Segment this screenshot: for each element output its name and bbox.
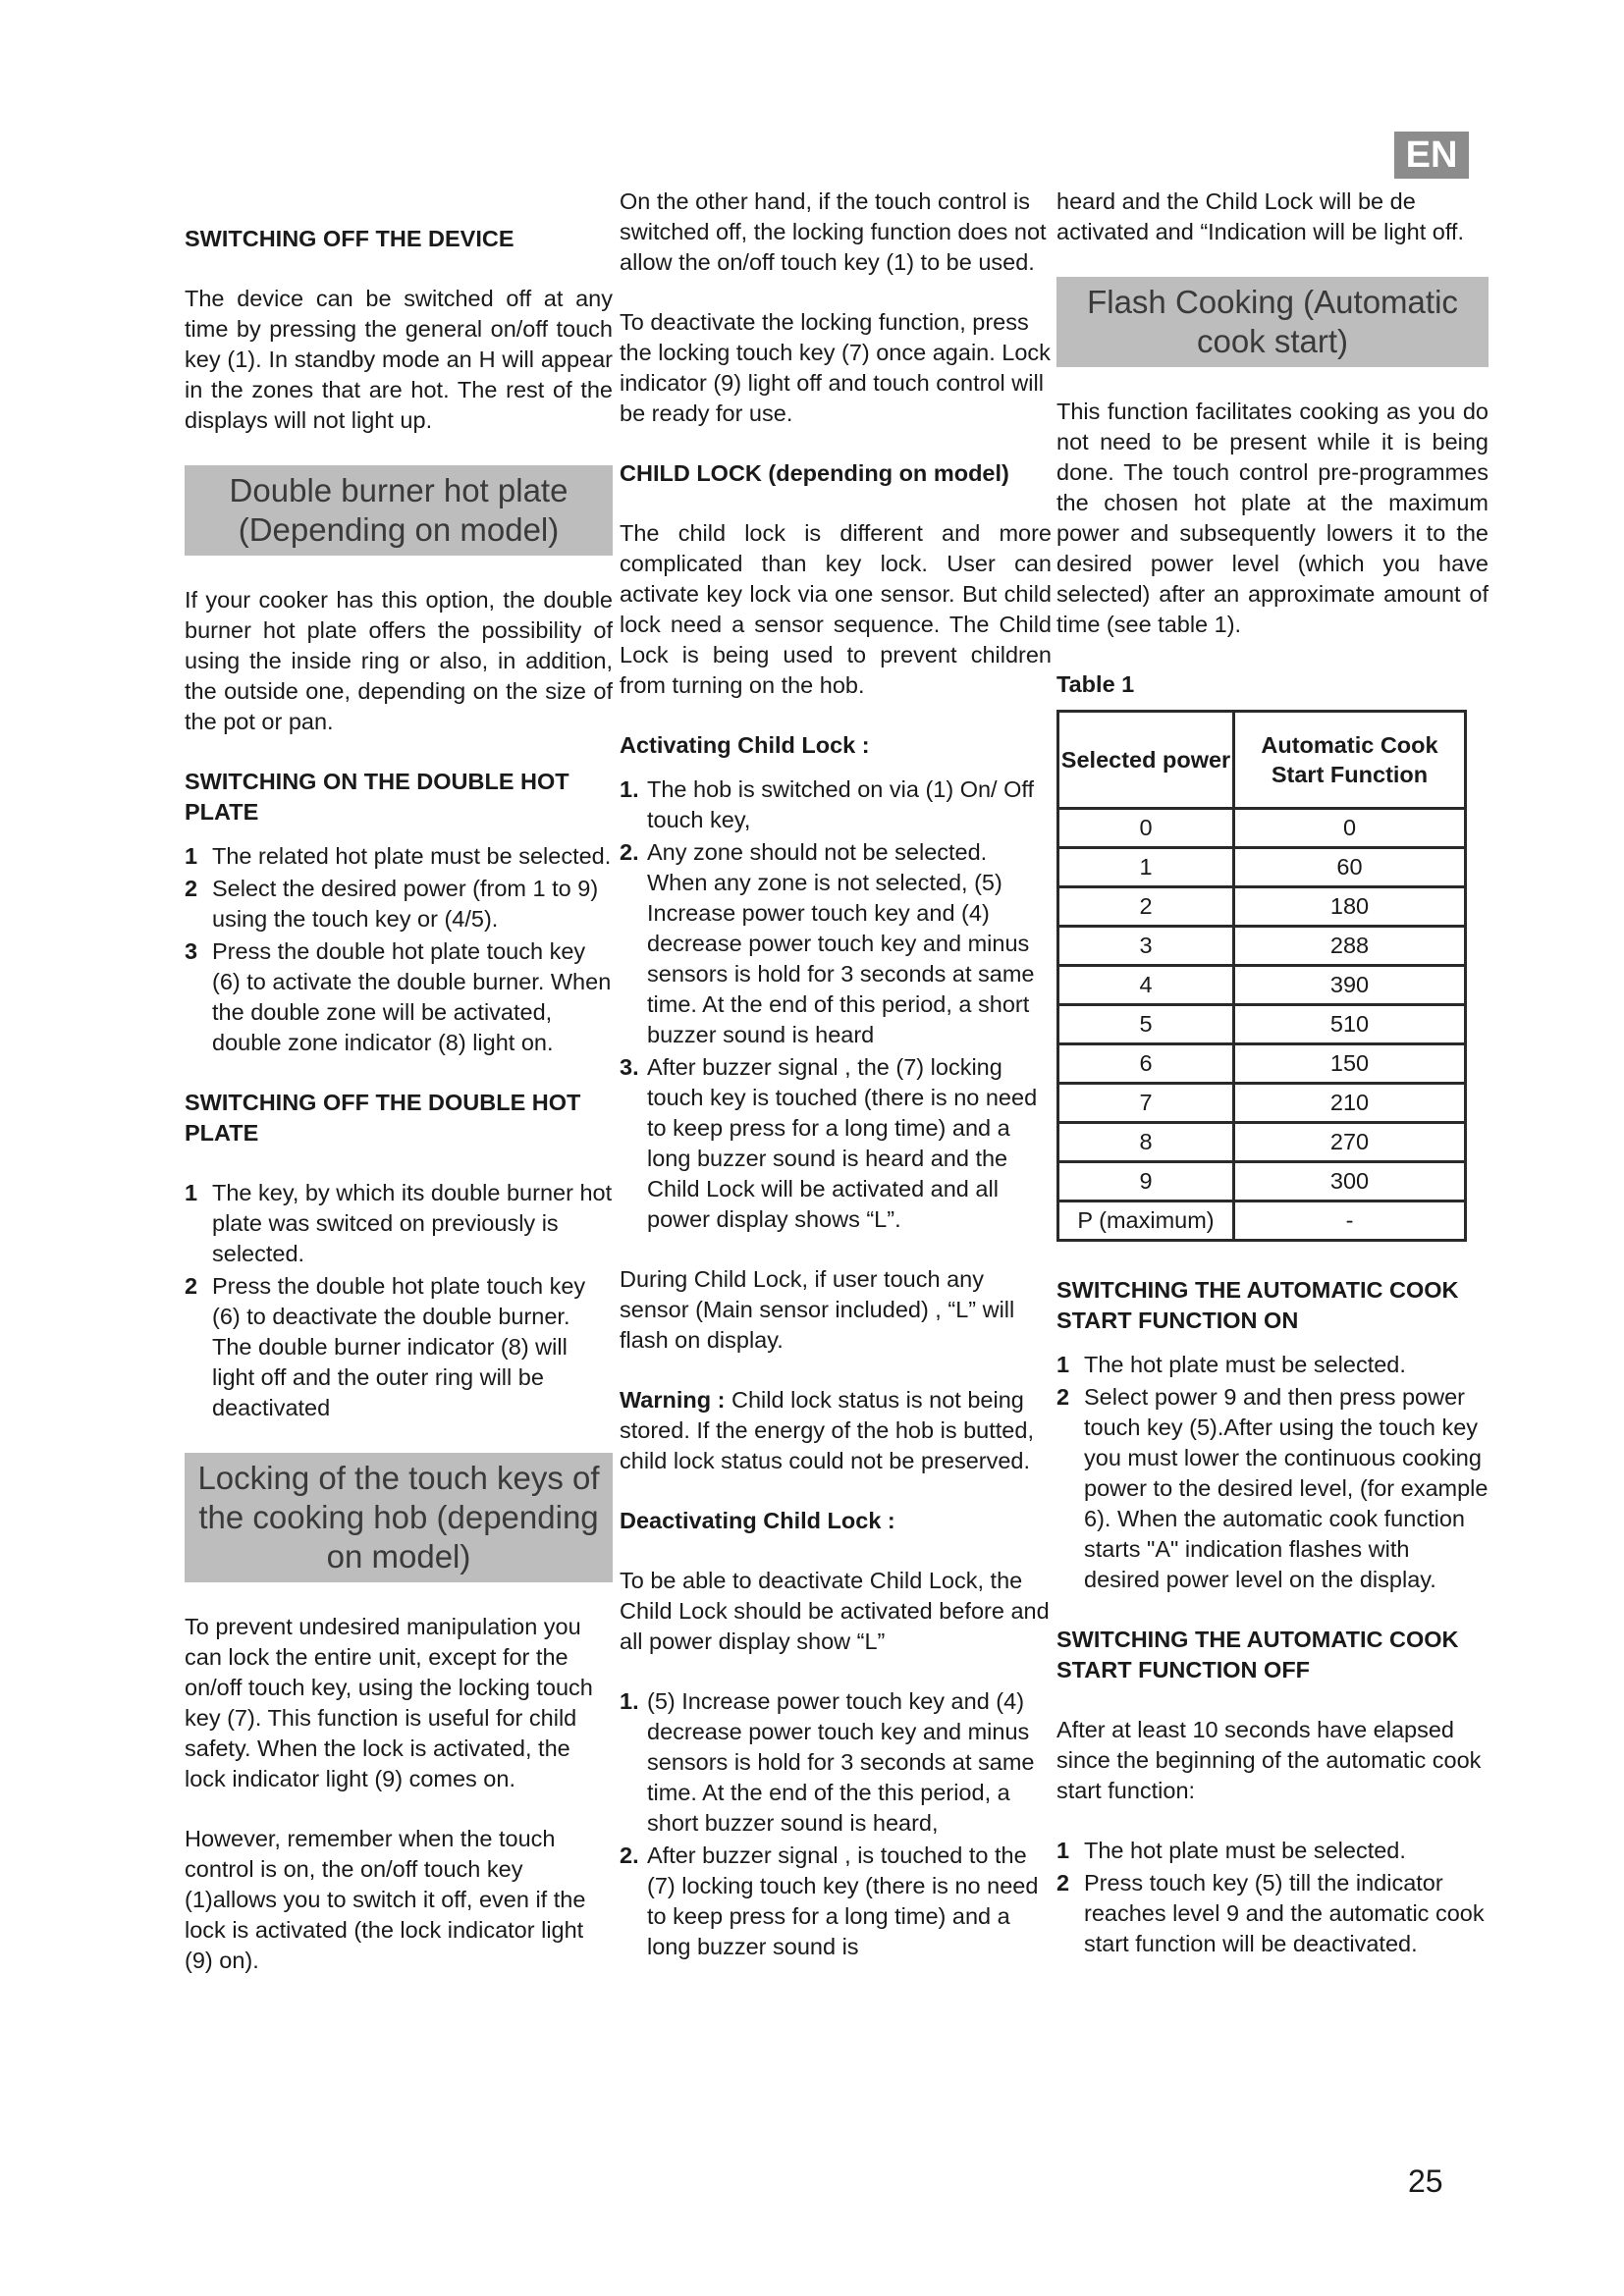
list-item: 2 Select power 9 and then press power touch key (5).After using the touch key you must lower the continuous cooking power to the desired level, (for example 6). When the automatic cook function starts "A" indication flashes with desired power level on the display. — [1056, 1384, 1489, 1592]
deactivating-steps — [620, 1686, 1052, 1962]
switch-on-double-heading: SWITCHING ON THE DOUBLE HOT PLATE — [185, 769, 569, 825]
list-item: 2 Press touch key (5) till the indicator reaches level 9 and the automatic cook start function will be deactivated. — [1056, 1870, 1485, 1956]
auto-cook-table — [1056, 710, 1467, 1242]
auto-cook-cell: - — [1234, 1201, 1466, 1241]
list-item: 1 The related hot plate must be selected. — [185, 843, 612, 869]
auto-off-text: After at least 10 seconds have elapsed since the beginning of the automatic cook start function: — [1056, 1717, 1482, 1803]
warning-text: Warning : Child lock status is not being stored. If the energy of the hob is butted, child lock status could not be preserved. — [620, 1387, 1034, 1473]
auto-off-heading: SWITCHING THE AUTOMATIC COOK START FUNCTION OFF — [1056, 1627, 1459, 1682]
deactivating-text: To be able to deactivate Child Lock, the Child Lock should be activated before and all power display show “L” — [620, 1568, 1050, 1654]
list-item: 2. Any zone should not be selected. When any zone is not selected, (5) Increase power touch key and (4) decrease power touch key and minus sensors is hold for 3 seconds at same time. At the end of this period, a short buzzer sound is heard — [620, 839, 1035, 1047]
column-right — [1056, 187, 1489, 1989]
switch-off-double-heading: SWITCHING OFF THE DOUBLE HOT PLATE — [185, 1090, 581, 1146]
auto-cook-cell: 270 — [1234, 1123, 1466, 1162]
table-row — [1058, 809, 1466, 848]
child-lock-text: The child lock is different and more complicated than key lock. User can activate key lock via one sensor. But child lock need a sensor sequence. The Child Lock is being used to prevent children from turning on the hob. — [620, 520, 1052, 698]
selected-power-cell: 8 — [1058, 1123, 1234, 1162]
auto-cook-cell: 60 — [1234, 848, 1466, 887]
list-item: 3. After buzzer signal , the (7) locking touch key is touched (there is no need to keep press for a long time) and a long buzzer sound is heard and the Child Lock will be activated and all power display shows “L”. — [620, 1054, 1038, 1232]
auto-cook-cell: 288 — [1234, 927, 1466, 966]
selected-power-cell: 7 — [1058, 1084, 1234, 1123]
selected-power-cell: 3 — [1058, 927, 1234, 966]
double-burner-heading: Double burner hot plate (Depending on model) — [185, 465, 613, 556]
table-row — [1058, 1044, 1466, 1084]
switch-on-double-steps — [185, 841, 613, 1058]
selected-power-cell: P (maximum) — [1058, 1201, 1234, 1241]
auto-cook-cell: 390 — [1234, 966, 1466, 1005]
auto-off-steps — [1056, 1836, 1489, 1959]
selected-power-cell: 4 — [1058, 966, 1234, 1005]
table-row — [1058, 1162, 1466, 1201]
flash-cooking-text: This function facilitates cooking as you do not need to be present while it is being done. The touch control pre-programmes the chosen hot plate at the maximum power and subsequently lowers it to the desired power level (which you have selected) after an approximate amount of time (see table 1). — [1056, 399, 1489, 637]
activating-heading: Activating Child Lock : — [620, 732, 870, 758]
list-item: 1 The hot plate must be selected. — [1056, 1352, 1406, 1377]
selected-power-cell: 2 — [1058, 887, 1234, 927]
table-row — [1058, 1084, 1466, 1123]
deactivating-heading: Deactivating Child Lock : — [620, 1508, 895, 1533]
child-lock-heading: CHILD LOCK (depending on model) — [620, 460, 1009, 486]
table-header: Automatic Cook Start Function — [1234, 712, 1466, 809]
selected-power-cell: 5 — [1058, 1005, 1234, 1044]
auto-cook-cell: 510 — [1234, 1005, 1466, 1044]
column-left — [185, 187, 613, 2005]
during-child-lock-text: During Child Lock, if user touch any sensor (Main sensor included) , “L” will flash on display. — [620, 1266, 1015, 1353]
table-header-row — [1058, 712, 1466, 809]
page-number: 25 — [1408, 2163, 1443, 2199]
other-hand-text: On the other hand, if the touch control is switched off, the locking function does not allow the on/off touch key (1) to be used. — [620, 188, 1047, 275]
table-row — [1058, 848, 1466, 887]
activating-steps — [620, 774, 1052, 1235]
auto-cook-cell: 180 — [1234, 887, 1466, 927]
deactivate-lock-text: To deactivate the locking function, press the locking touch key (7) once again. Lock indicator (9) light off and touch control will be ready for use. — [620, 309, 1051, 426]
selected-power-cell: 6 — [1058, 1044, 1234, 1084]
selected-power-cell: 9 — [1058, 1162, 1234, 1201]
auto-on-heading: SWITCHING THE AUTOMATIC COOK START FUNCTION ON — [1056, 1277, 1459, 1333]
list-item: 1. (5) Increase power touch key and (4) decrease power touch key and minus sensors is hold for 3 seconds at same time. At the end of the this period, a short buzzer sound is heard, — [620, 1688, 1035, 1836]
list-item: 1 The key, by which its double burner hot plate was switced on previously is selected. — [185, 1180, 613, 1266]
selected-power-cell: 0 — [1058, 809, 1234, 848]
table-row — [1058, 927, 1466, 966]
table-row — [1058, 1201, 1466, 1241]
locking-text: To prevent undesired manipulation you can lock the entire unit, except for the on/off touch key, using the locking touch key (7). This function is useful for child safety. When the lock is activated, the lock indicator light (9) comes on. — [185, 1614, 593, 1791]
flash-cooking-heading: Flash Cooking (Automatic cook start) — [1056, 277, 1489, 367]
table-row — [1058, 966, 1466, 1005]
table-title: Table 1 — [1056, 671, 1135, 697]
selected-power-cell: 1 — [1058, 848, 1234, 887]
table-row — [1058, 1123, 1466, 1162]
locking-text-2: However, remember when the touch control is on, the on/off touch key (1)allows you to switch it off, even if the lock is activated (the lock indicator light (9) on). — [185, 1826, 586, 1973]
column-middle — [620, 187, 1052, 1992]
list-item: 2 Select the desired power (from 1 to 9) using the touch key or (4/5). — [185, 876, 599, 932]
child-lock-continued-text: heard and the Child Lock will be de activated and “Indication will be light off. — [1056, 188, 1464, 244]
list-item: 2. After buzzer signal , is touched to the (7) locking touch key (there is no need to keep press for a long time) and a long buzzer sound is — [620, 1842, 1039, 1959]
auto-cook-cell: 150 — [1234, 1044, 1466, 1084]
list-item: 1 The hot plate must be selected. — [1056, 1838, 1406, 1863]
double-burner-text: If your cooker has this option, the double burner hot plate offers the possibility of using the inside ring or also, in addition, the outside one, depending on the size of the pot or pan. — [185, 587, 613, 734]
auto-cook-cell: 300 — [1234, 1162, 1466, 1201]
locking-heading: Locking of the touch keys of the cooking hob (depending on model) — [185, 1453, 613, 1582]
list-item: 2 Press the double hot plate touch key (6) to deactivate the double burner. The double burner indicator (8) will light off and the outer ring will be deactivated — [185, 1273, 586, 1420]
switch-off-text: The device can be switched off at any time by pressing the general on/off touch key (1). In standby mode an H will appear in the zones that are hot. The rest of the displays will not light up. — [185, 286, 613, 433]
list-item: 3 Press the double hot plate touch key (6) to activate the double burner. When the double zone will be activated, double zone indicator (8) light on. — [185, 938, 612, 1055]
list-item: 1. The hob is switched on via (1) On/ Off touch key, — [620, 776, 1035, 832]
table-header: Selected power — [1058, 712, 1234, 809]
auto-cook-cell: 0 — [1234, 809, 1466, 848]
table-row — [1058, 1005, 1466, 1044]
table-row — [1058, 887, 1466, 927]
auto-cook-cell: 210 — [1234, 1084, 1466, 1123]
switch-off-double-steps — [185, 1178, 613, 1423]
switch-off-heading: SWITCHING OFF THE DEVICE — [185, 226, 514, 251]
language-badge: EN — [1394, 132, 1469, 179]
auto-on-steps — [1056, 1350, 1489, 1595]
